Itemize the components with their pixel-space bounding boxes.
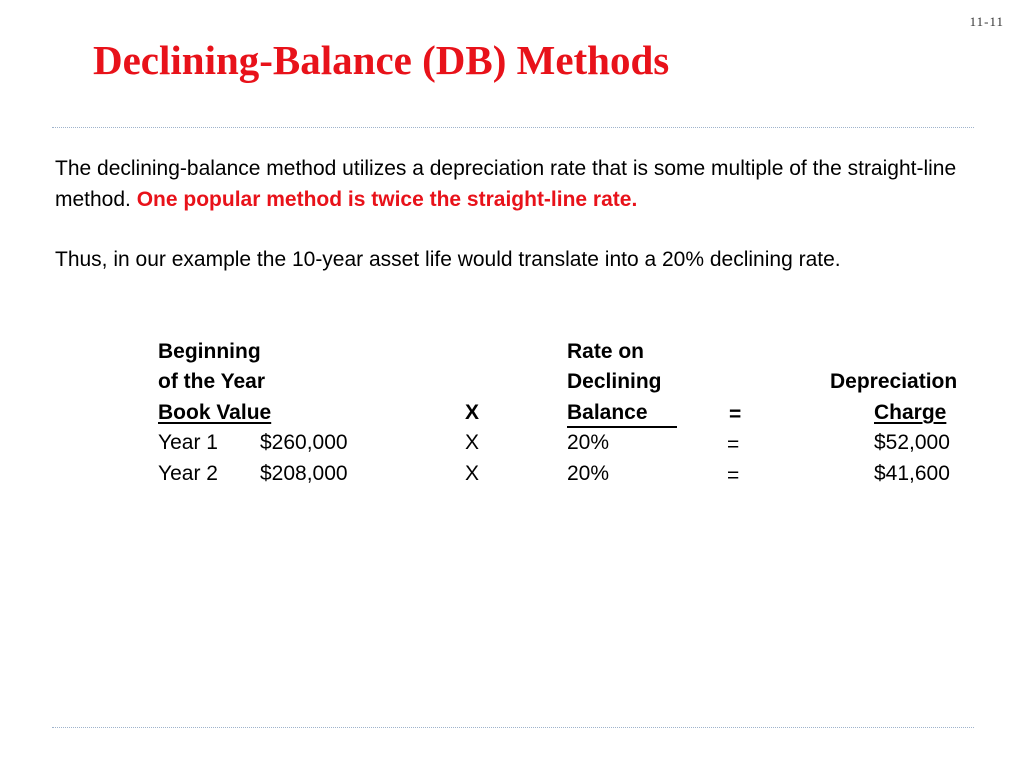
row1-year: Year 1: [158, 431, 218, 454]
header-rate-balance: Balance: [567, 400, 677, 428]
paragraph-intro: [55, 153, 985, 215]
header-book-value-line3: Book Value: [158, 401, 272, 424]
row1-multiply-sign: X: [465, 431, 480, 454]
top-divider: [52, 127, 974, 128]
row2-multiply-sign: X: [465, 462, 480, 485]
paragraph-example: Thus, in our example the 10-year asset life would translate into a 20% declining rate.: [55, 248, 841, 271]
row2-book-value: $208,000: [260, 462, 348, 485]
row2-equals-sign: =: [727, 464, 740, 487]
slide-number: 11-11: [969, 14, 1004, 29]
row1-equals-sign: =: [727, 433, 740, 456]
header-multiply-sign: X: [465, 401, 480, 424]
header-equals-sign: =: [729, 403, 742, 426]
row1-book-value: $260,000: [260, 431, 348, 454]
header-rate-line1: Rate on: [567, 340, 645, 363]
slide-title: Declining-Balance (DB) Methods: [93, 37, 670, 83]
row2-year: Year 2: [158, 462, 218, 485]
intro-text: The declining-balance method utilizes a depreciation rate that is some multiple of the straight-line method.: [55, 157, 957, 211]
row1-charge: $52,000: [874, 431, 950, 454]
row1-rate: 20%: [567, 431, 610, 454]
header-book-value-line1: Beginning: [158, 340, 261, 363]
bottom-divider: [52, 727, 974, 728]
intro-highlight: One popular method is twice the straight-line rate.: [136, 188, 638, 211]
header-charge-line1: Depreciation: [830, 370, 958, 393]
header-charge-line2: Charge: [874, 401, 947, 424]
header-book-value-line2: of the Year: [158, 370, 265, 393]
row2-charge: $41,600: [874, 462, 950, 485]
row2-rate: 20%: [567, 462, 610, 485]
header-rate-line3: [567, 398, 677, 428]
header-rate-line2: Declining: [567, 370, 662, 393]
